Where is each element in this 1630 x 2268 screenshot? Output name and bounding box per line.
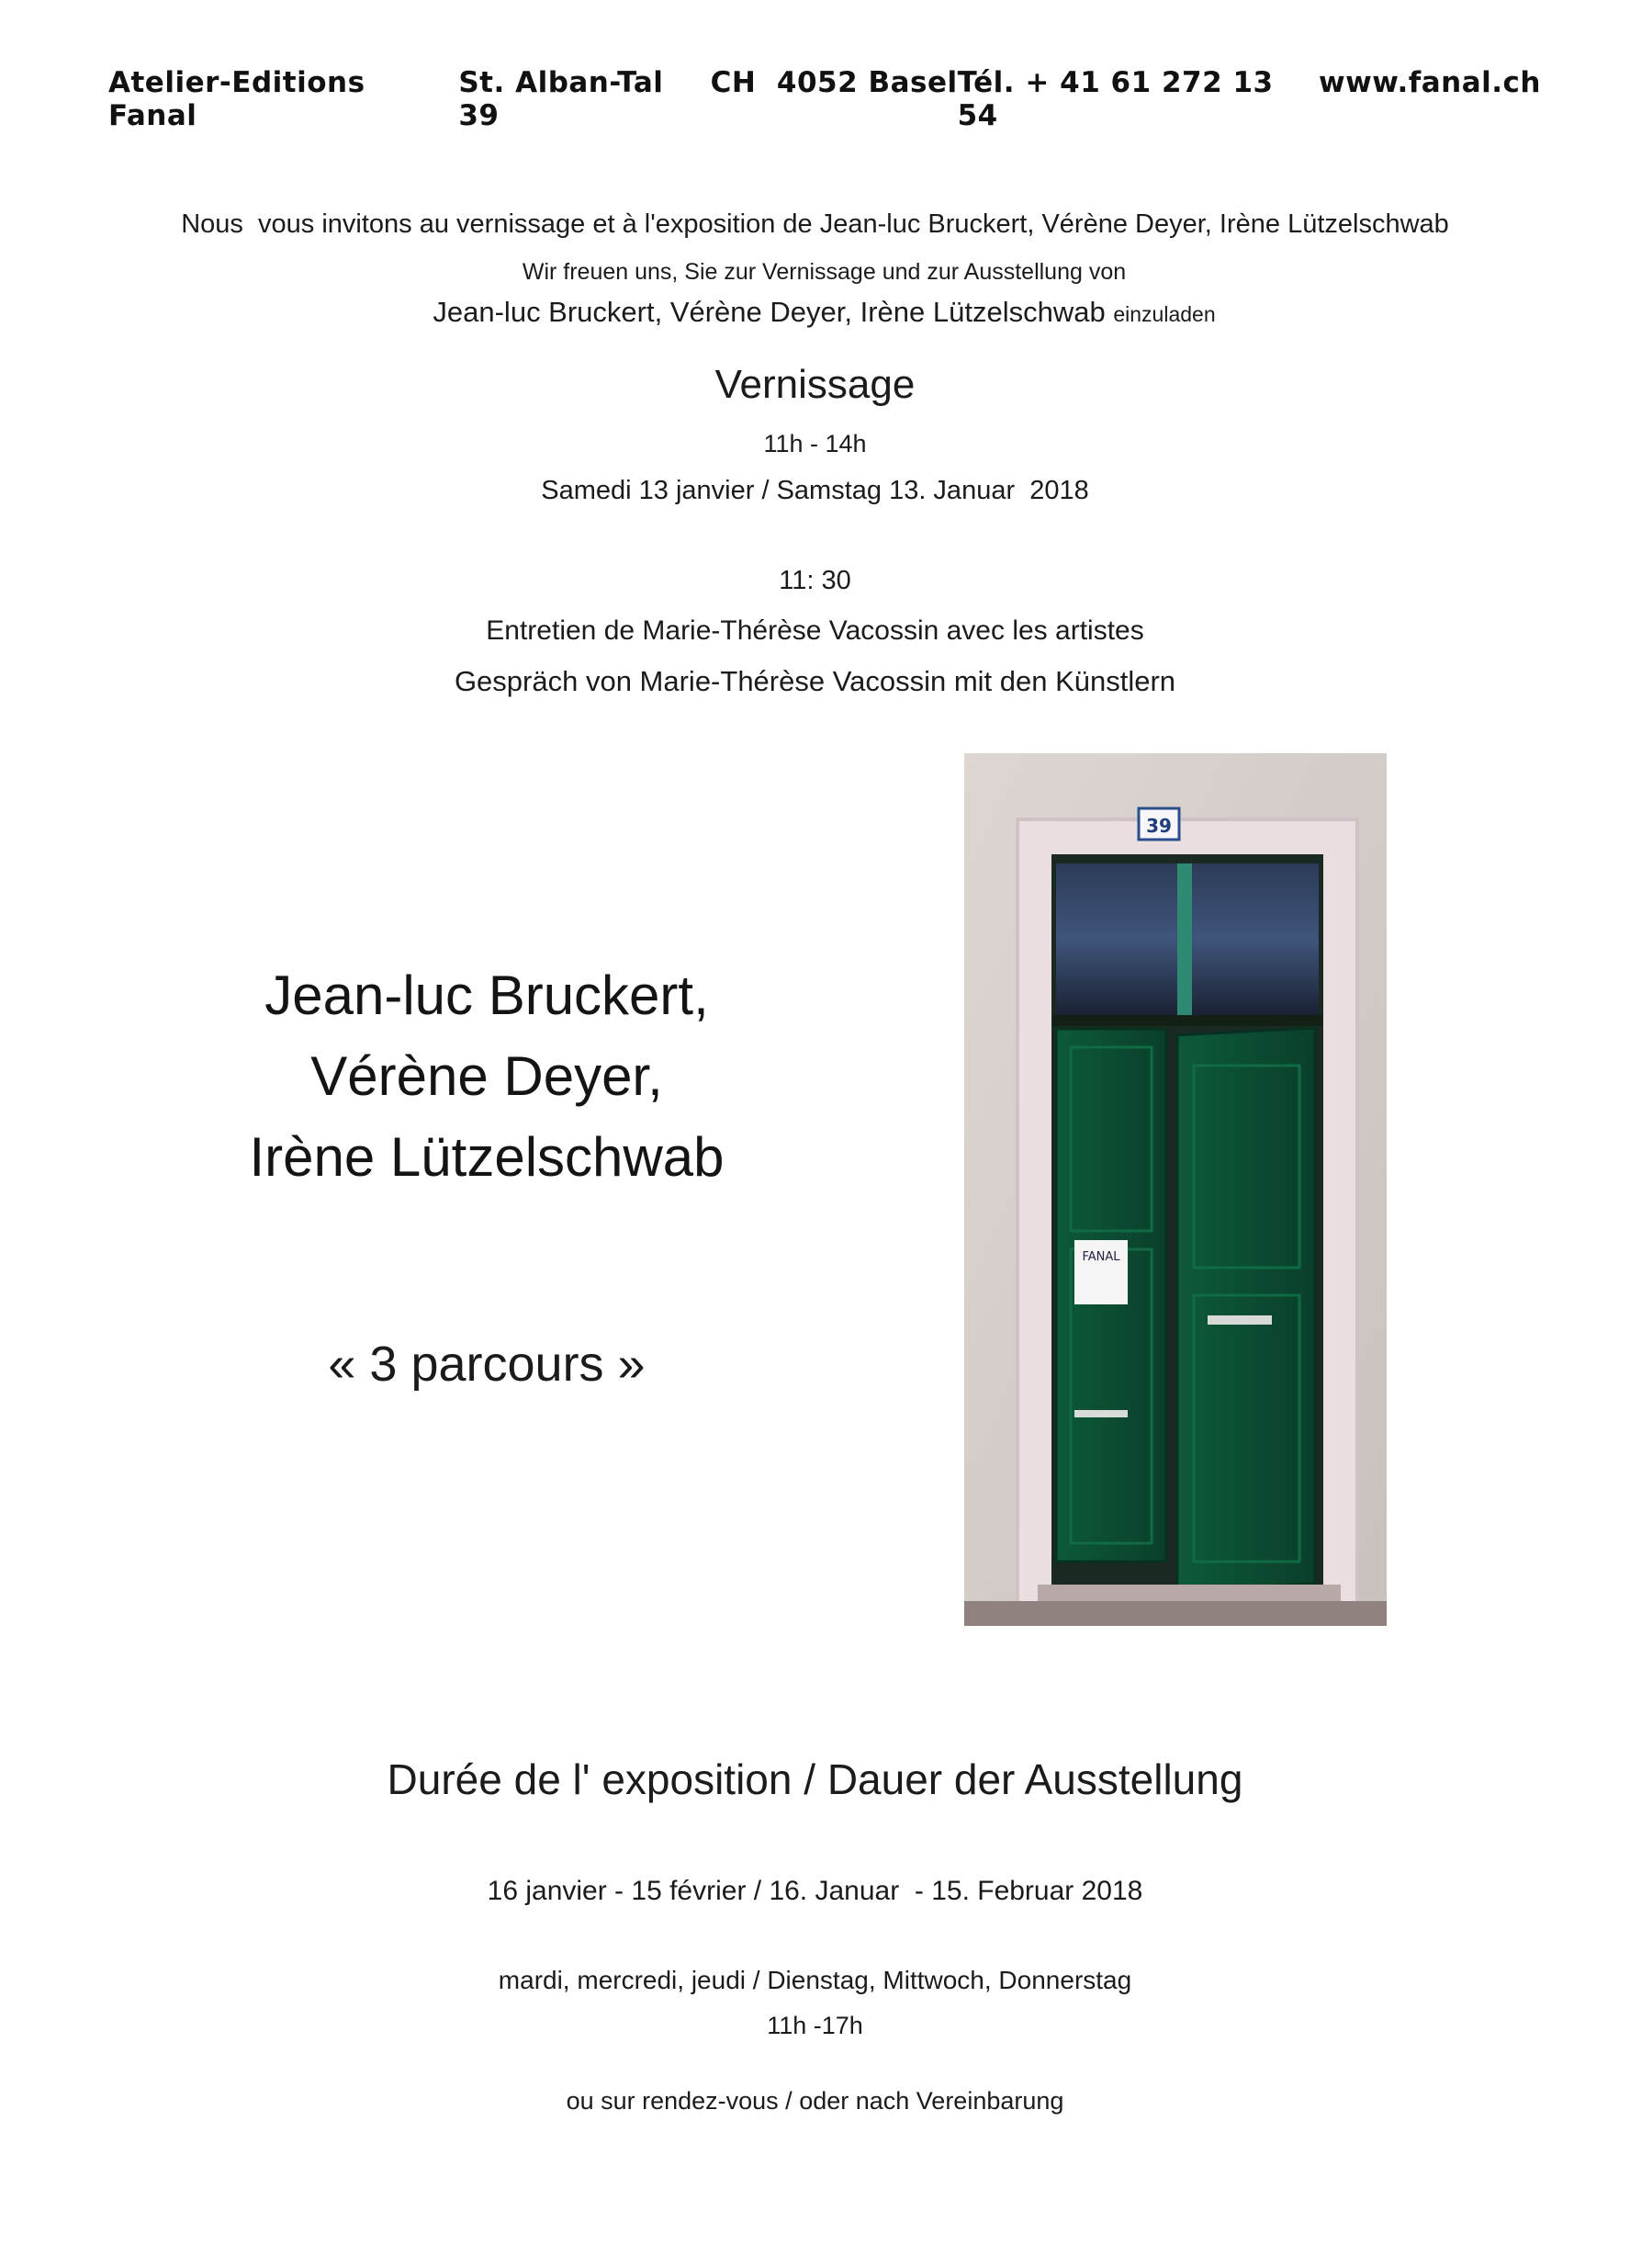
mail-slot [1074, 1410, 1128, 1417]
invitation-french: Nous vous invitons au vernissage et à l'exposition de Jean-luc Bruckert, Vérène Deyer, Irène Lützelschwab [181, 209, 1449, 239]
transom-sill [1052, 1015, 1322, 1026]
publisher-website[interactable]: www.fanal.ch [1319, 66, 1541, 99]
exhibition-dates: 16 janvier - 15 février / 16. Januar - 15. Februar 2018 [487, 1876, 1143, 1906]
opening-hours: 11h -17h [767, 2012, 863, 2039]
ground [964, 1601, 1387, 1626]
mail-slot [1208, 1315, 1272, 1325]
vernissage-title: Vernissage [714, 362, 916, 407]
invitation-artist-names: Jean-luc Bruckert, Vérène Deyer, Irène Lützelschwab [433, 296, 1106, 328]
artist-name: Jean-luc Bruckert, [264, 965, 709, 1026]
appointment-note: ou sur rendez-vous / oder nach Vereinbarung [566, 2087, 1064, 2115]
invitation-german-line2 [9, 296, 1630, 329]
exhibition-subtitle: « 3 parcours » [328, 1337, 646, 1392]
fanal-sign-text: FANAL [1082, 1250, 1120, 1264]
transom-bar [1177, 863, 1192, 1015]
publisher-city: CH 4052 Basel [710, 66, 958, 99]
door-right [1177, 1028, 1315, 1591]
threshold [1038, 1585, 1341, 1601]
invitation-german-line1: Wir freuen uns, Sie zur Vernissage und zur Ausstellung von [522, 259, 1127, 285]
invitation-verb: einzuladen [1113, 302, 1216, 326]
artist-name: Vérène Deyer, [310, 1045, 663, 1107]
talk-german: Gespräch von Marie-Thérèse Vacossin mit den Künstlern [454, 665, 1176, 697]
artist-names [211, 955, 762, 1198]
green-door-photo [964, 753, 1387, 1626]
vernissage-hours: 11h - 14h [763, 430, 867, 457]
talk-time: 11: 30 [779, 566, 851, 595]
talk-french: Entretien de Marie-Thérèse Vacossin avec les artistes [486, 615, 1144, 646]
exhibition-duration-title: Durée de l' exposition / Dauer der Ausstellung [387, 1755, 1243, 1803]
letterhead [108, 66, 1541, 132]
opening-days: mardi, mercredi, jeudi / Dienstag, Mittwoch, Donnerstag [498, 1966, 1132, 1994]
publisher-street: St. Alban-Tal 39 [458, 66, 664, 132]
publisher-name: Atelier-Editions Fanal [108, 66, 365, 132]
artist-name: Irène Lützelschwab [249, 1126, 725, 1188]
publisher-phone: Tél. + 41 61 272 13 54 [957, 66, 1274, 132]
vernissage-date: Samedi 13 janvier / Samstag 13. Januar 2018 [541, 476, 1089, 505]
house-number: 39 [1146, 815, 1172, 837]
